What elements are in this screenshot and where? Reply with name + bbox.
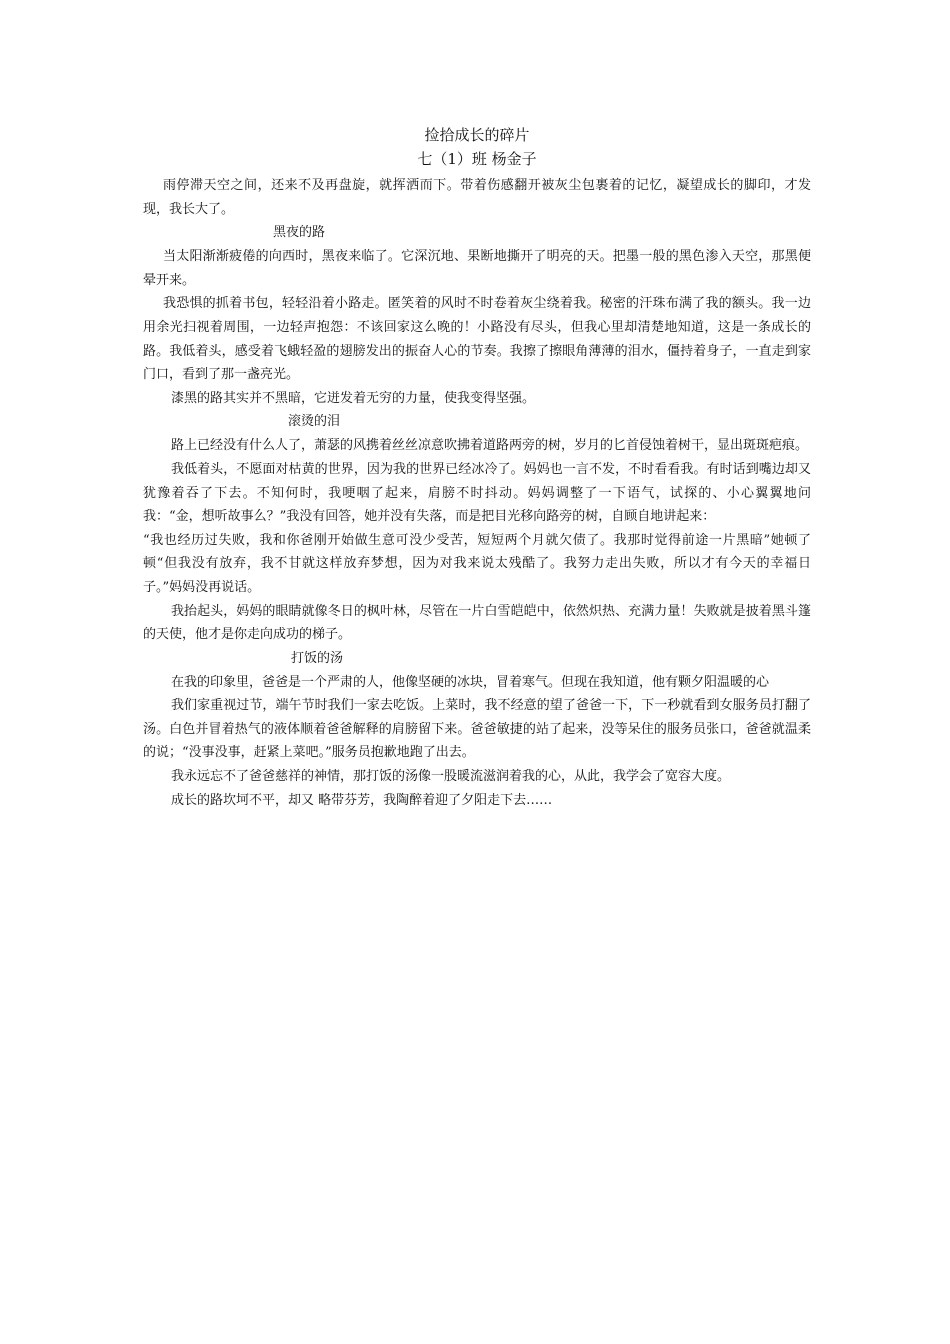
paragraph: 在我的印象里，爸爸是一个严肃的人，他像坚硬的冰块，冒着寒气。但现在我知道，他有颗夕阳温暖的心 [171, 674, 770, 690]
paragraph: 我低着头，不愿面对枯黄的世界，因为我的世界已经冰冷了。妈妈也一言不发，不时看看我。有时话到嘴边却又犹豫着吞了下去。不知何时，我哽咽了起来，肩膀不时抖动。妈妈调整了一下语气，试探的、小心翼翼地问我：“金，想听故事么？”我没有回答，她并没有失落，而是把目光移向路旁的树，自顾自地讲起来： [143, 461, 811, 525]
paragraph: 路上已经没有什么人了，萧瑟的风携着丝丝凉意吹拂着道路两旁的树，岁月的匕首侵蚀着树干，显出斑斑疤痕。 [171, 438, 809, 454]
document-page [143, 124, 811, 812]
section-heading-hot-tears: 滚烫的泪 [288, 414, 341, 430]
essay-title: 捡拾成长的碎片 [424, 126, 530, 144]
section-heading-night-road: 黑夜的路 [273, 225, 326, 241]
section-heading-soup: 打饭的汤 [291, 650, 344, 666]
paragraph: 我们家重视过节，端午节时我们一家去吃饭。上菜时，我不经意的望了爸爸一下，下一秒就看到女服务员打翻了汤。白色并冒着热气的液体顺着爸爸解释的肩膀留下来。爸爸敏捷的站了起来，没等呆住的服务员张口，爸爸就温柔的说；“没事没事，赶紧上菜吧。”服务员抱歉地跑了出去。 [143, 698, 811, 761]
paragraph: 成长的路坎坷不平，却又 略带芬芳，我陶醉着迎了夕阳走下去…… [171, 792, 553, 808]
paragraph: 当太阳渐渐疲倦的向西时，黑夜来临了。它深沉地、果断地撕开了明亮的天。把墨一般的黑色渗入天空，那黑便晕开来。 [143, 249, 811, 288]
paragraph: “我也经历过失败，我和你爸刚开始做生意可没少受苦，短短两个月就欠债了。我那时觉得前途一片黑暗”她顿了顿“但我没有放弃，我不甘就这样放弃梦想，因为对我来说太残酷了。我努力走出失败，所以才有今天的幸福日子。”妈妈没再说话。 [143, 532, 811, 595]
intro-paragraph: 雨停滞天空之间，还来不及再盘旋，就挥洒而下。带着伤感翻开被灰尘包裹着的记忆，凝望成长的脚印，才发现，我长大了。 [143, 178, 811, 217]
paragraph: 我永远忘不了爸爸慈祥的神情，那打饭的汤像一股暖流滋润着我的心，从此，我学会了宽容大度。 [171, 769, 731, 785]
paragraph: 漆黑的路其实并不黑暗，它迸发着无穷的力量，使我变得坚强。 [171, 390, 536, 406]
author-line: 七（1）班 杨金子 [417, 150, 537, 168]
paragraph: 我恐惧的抓着书包，轻轻沿着小路走。匿笑着的风时不时卷着灰尘绕着我。秘密的汗珠布满了我的额头。我一边用余光扫视着周围，一边轻声抱怨：不该回家这么晚的！小路没有尽头，但我心里却清楚地知道，这是一条成长的路。我低着头，感受着飞蛾轻盈的翅膀发出的振奋人心的节奏。我擦了擦眼角薄薄的泪水，僵持着身子，一直走到家门口，看到了那一盏亮光。 [143, 296, 811, 383]
paragraph: 我抬起头，妈妈的眼睛就像冬日的枫叶林，尽管在一片白雪皑皑中，依然炽热、充满力量！失败就是披着黑斗篷的天使，他才是你走向成功的梯子。 [143, 603, 811, 643]
